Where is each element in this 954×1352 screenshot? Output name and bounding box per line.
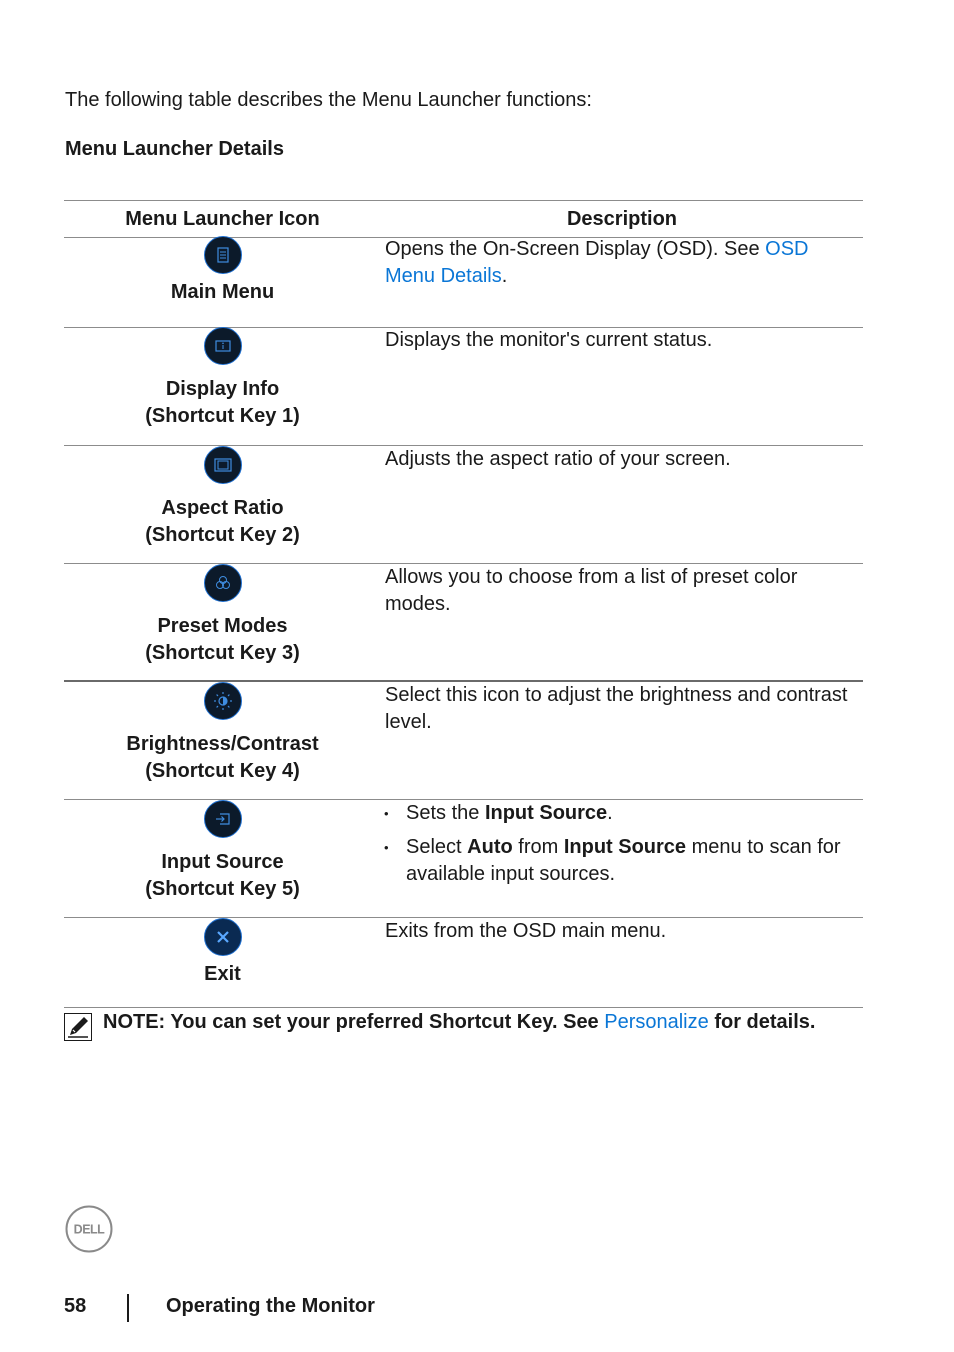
page-number: 58 xyxy=(64,1295,87,1317)
display-info-label: Display Info xyxy=(165,378,280,400)
main-menu-description: Opens the On-Screen Display (OSD). See xyxy=(385,238,766,260)
input-source-icon xyxy=(204,800,242,838)
input-source-label: Input Source xyxy=(161,850,284,873)
shortcut-key-4-label: (Shortcut Key 4) xyxy=(145,760,300,782)
main-menu-icon xyxy=(204,236,242,274)
exit-icon xyxy=(204,918,242,956)
preset-modes-description: Allows you to choose from a list of preset color modes. xyxy=(381,563,863,681)
col-header-icon: Menu Launcher Icon xyxy=(64,201,381,238)
shortcut-key-5-label: (Shortcut Key 5) xyxy=(145,877,300,900)
display-info-icon xyxy=(204,327,242,365)
aspect-ratio-icon xyxy=(204,446,242,484)
input-source-bullets xyxy=(381,800,863,888)
shortcut-key-1-label: (Shortcut Key 1) xyxy=(145,405,300,427)
table-heading: Menu Launcher Details xyxy=(65,138,284,160)
table-row xyxy=(64,327,863,445)
table-row xyxy=(64,563,863,681)
menu-launcher-table-body xyxy=(64,236,863,328)
table-row xyxy=(64,799,863,917)
section-title: Operating the Monitor xyxy=(166,1295,375,1317)
brightness-contrast-label: Brightness/Contrast xyxy=(126,733,319,755)
table-header-row xyxy=(64,201,863,238)
note-text: NOTE: You can set your preferred Shortcut Key. See Personalize for details. xyxy=(103,1011,816,1033)
table-row xyxy=(64,445,863,563)
main-menu-label: Main Menu xyxy=(170,281,275,303)
table-row xyxy=(64,917,863,1007)
intro-text: The following table describes the Menu Launcher functions: xyxy=(65,89,592,111)
display-info-description: Displays the monitor's current status. xyxy=(381,327,863,445)
footer-divider xyxy=(127,1294,129,1322)
table-row: Main Menu Opens the On-Screen Display (OSD). See OSD Menu Details. xyxy=(64,236,863,327)
preset-modes-icon xyxy=(204,564,242,602)
brightness-contrast-description: Select this icon to adjust the brightness and contrast level. xyxy=(381,681,863,799)
shortcut-key-2-label: (Shortcut Key 2) xyxy=(145,523,300,546)
personalize-link[interactable]: Personalize xyxy=(604,1011,709,1033)
svg-text:DELL: DELL xyxy=(73,1222,105,1237)
note xyxy=(64,1008,863,1036)
list-item: • Select Auto from Input Source menu to scan for available input sources. xyxy=(381,834,863,888)
exit-description: Exits from the OSD main menu. xyxy=(381,917,863,1007)
list-item: • Sets the Input Source. xyxy=(381,800,863,827)
aspect-ratio-label: Aspect Ratio xyxy=(161,496,284,519)
preset-modes-label: Preset Modes xyxy=(157,614,288,637)
menu-launcher-table xyxy=(64,200,863,238)
note-pencil-icon xyxy=(64,1013,92,1041)
aspect-ratio-description: Adjusts the aspect ratio of your screen. xyxy=(381,445,863,563)
menu-launcher-table-rows xyxy=(64,327,863,1008)
exit-label: Exit xyxy=(204,962,241,985)
brightness-contrast-icon xyxy=(204,682,242,720)
col-header-description: Description xyxy=(381,201,863,238)
dell-logo xyxy=(65,1205,113,1253)
shortcut-key-3-label: (Shortcut Key 3) xyxy=(145,641,300,664)
table-row xyxy=(64,681,863,799)
osd-menu-details-link[interactable]: OSD Menu Details xyxy=(385,238,809,287)
